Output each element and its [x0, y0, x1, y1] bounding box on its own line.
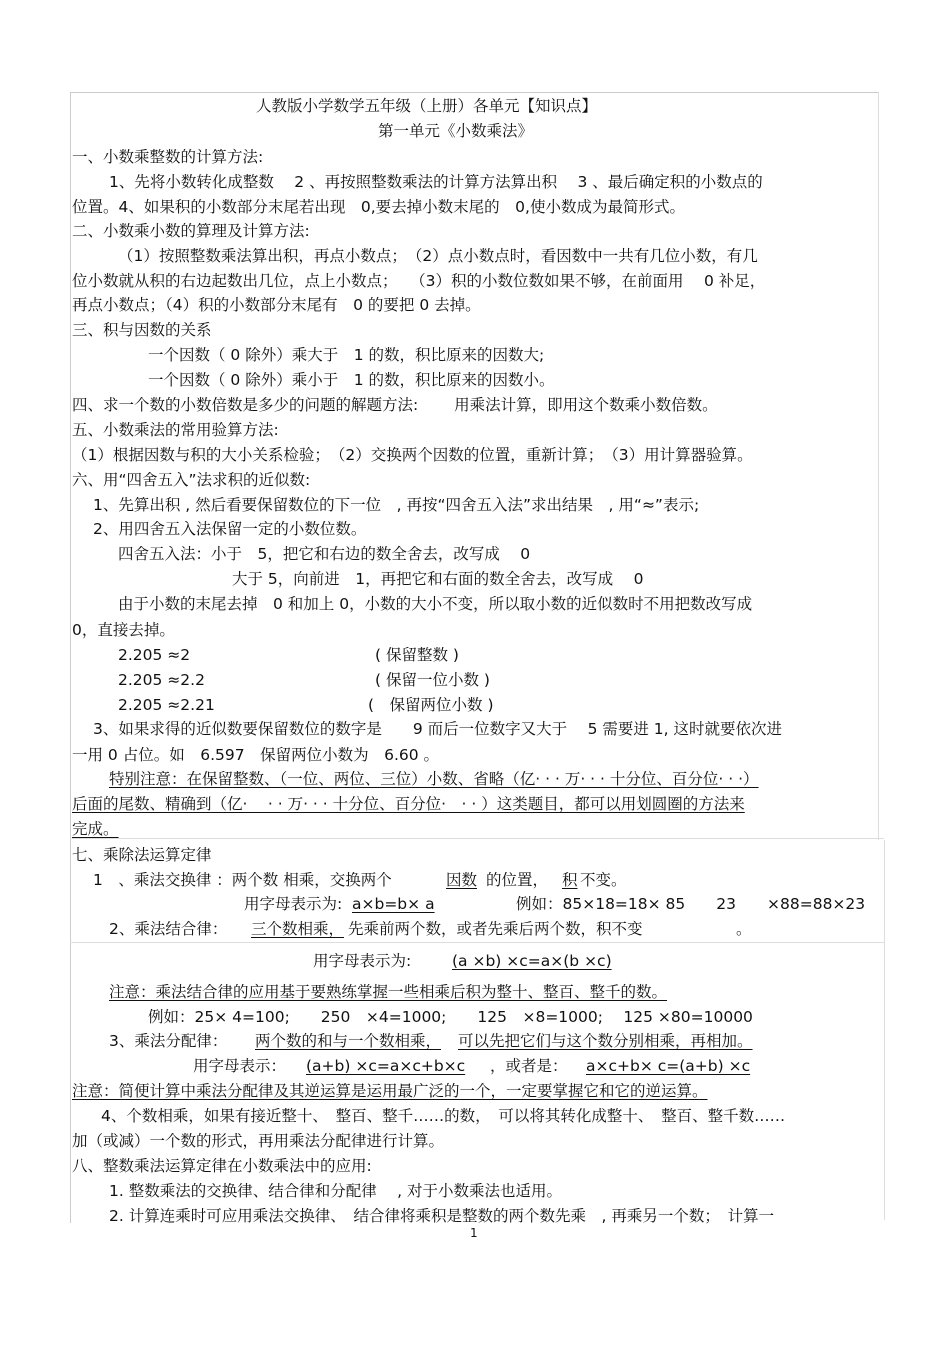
text-term-underlined: 三个数相乘，: [251, 920, 345, 938]
text-line: 一个因数（ 0 除外）乘大于 1 的数，积比原来的因数大;: [148, 346, 545, 364]
page-number: 1: [470, 1226, 478, 1240]
text-line: 的位置，: [486, 871, 549, 889]
section-divider: [70, 942, 884, 943]
example-value: 2.205 ≈2.2: [118, 671, 205, 689]
text-line: 用字母表示为:: [244, 895, 343, 913]
example-value: 2.205 ≈2: [118, 646, 191, 664]
text-line: 2. 计算连乘时可应用乘法交换律、 结合律将乘积是整数的两个数先乘 , 再乘另一个数； 计算一: [109, 1207, 775, 1225]
text-term-underlined: 两个数的和与一个数相乘，: [255, 1032, 442, 1050]
text-line: 五、小数乘法的常用验算方法:: [72, 421, 279, 439]
text-line: 2、乘法结合律：: [109, 920, 228, 938]
text-term-underlined: 可以先把它们与这个数分别相乘，再相加。: [458, 1032, 753, 1050]
text-line: （1）根据因数与积的大小关系检验； （2）交换两个因数的位置，重新计算； （3）用计算器验算。: [72, 446, 753, 464]
text-line: 一、小数乘整数的计算方法:: [72, 148, 264, 166]
text-line: 2、用四舍五入法保留一定的小数位数。: [93, 520, 367, 538]
text-line: 0，直接去掉。: [72, 621, 175, 639]
text-line-underlined: 注意：简便计算中乘法分配律及其逆运算是运用最广泛的一个，一定要掌握它和它的逆运算。: [72, 1082, 708, 1100]
formula-underlined: (a+b) ×c=a×c+b×c: [306, 1057, 466, 1075]
text-line: 位小数就从积的右边起数出几位，点上小数点； （3）积的小数位数如果不够，在前面用 0 补足，: [72, 272, 766, 290]
text-line: 1 、乘法交换律 ：两个数 相乘，交换两个: [93, 871, 392, 889]
text-line: 位置。4、如果积的小数部分末尾若出现 0,要去掉小数末尾的 0,使小数成为最简形式。: [72, 198, 685, 216]
text-line: 3、如果求得的近似数要保留数位的数字是 9 而后一位数字又大于 5 需要进 1, 这时就要依次进: [93, 720, 783, 738]
unit-title: 第一单元《小数乘法》: [378, 122, 534, 140]
text-line: 七、乘除法运算定律: [72, 846, 212, 864]
text-line: 4、个数相乘，如果有接近整十、 整百、整千……的数， 可以将其转化成整十、 整百、整千数……: [101, 1107, 786, 1125]
text-line: 例如：85×18=18× 85 23 ×88=88×23: [516, 895, 866, 913]
text-line: 四、求一个数的小数倍数是多少的问题的解题方法: 用乘法计算，即用这个数乘小数倍数。: [72, 396, 718, 414]
example-note: ( 保留整数 ): [375, 646, 459, 664]
text-line: 用字母表示：: [193, 1057, 287, 1075]
text-line: 二、小数乘小数的算理及计算方法:: [72, 222, 310, 240]
example-value: 2.205 ≈2.21: [118, 696, 215, 714]
text-line: 一用 0 占位。如 6.597 保留两位小数为 6.60 。: [72, 746, 440, 764]
formula-underlined: a×c+b× c=(a+b) ×c: [586, 1057, 751, 1075]
text-line: 由于小数的末尾去掉 0 和加上 0，小数的大小不变，所以取小数的近似数时不用把数改写成: [118, 595, 753, 613]
example-note: ( 保留两位小数 ): [368, 696, 494, 714]
text-line: （1）按照整数乘法算出积，再点小数点； （2）点小数点时，看因数中一共有几位小数，有几: [118, 247, 758, 265]
text-line: 1、先算出积 , 然后看要保留数位的下一位 , 再按“四舍五入法”求出结果 , 用“≈”表示;: [93, 496, 700, 514]
text-line: 再点小数点；（4）积的小数部分末尾有 0 的要把 0 去掉。: [72, 296, 481, 314]
text-line: 不变。: [580, 871, 627, 889]
text-term-underlined: 积: [562, 871, 578, 889]
text-line: ，或者是：: [490, 1057, 568, 1075]
example-note: ( 保留一位小数 ): [375, 671, 490, 689]
text-line: 1. 整数乘法的交换律、结合律和分配律 , 对于小数乘法也适用。: [109, 1182, 562, 1200]
text-line: 大于 5，向前进 1，再把它和右面的数全舍去，改写成 0: [232, 570, 644, 588]
text-line-underlined: 完成。: [72, 820, 119, 838]
text-line: 1、先将小数转化成整数 2 、再按照整数乘法的计算方法算出积 3 、最后确定积的小数点的: [109, 173, 763, 191]
text-line: 例如：25× 4=100; 250 ×4=1000; 125 ×8=1000; 125 ×80=10000: [148, 1008, 753, 1026]
text-line: 一个因数（ 0 除外）乘小于 1 的数，积比原来的因数小。: [148, 371, 555, 389]
text-line: 六、用“四舍五入”法求积的近似数:: [72, 471, 311, 489]
text-line: 3、乘法分配律：: [109, 1032, 228, 1050]
text-line: 四舍五入法：小于 5，把它和右边的数全舍去，改写成 0: [118, 545, 531, 563]
formula-underlined: (a ×b) ×c=a×(b ×c): [452, 952, 612, 970]
text-line: 三、积与因数的关系: [72, 321, 212, 339]
text-line: 先乘前两个数，或者先乘后两个数，积不变: [348, 920, 643, 938]
text-line: 用字母表示为:: [313, 952, 412, 970]
text-line: 八、整数乘法运算定律在小数乘法中的应用:: [72, 1157, 372, 1175]
text-line-underlined: 后面的尾数、精确到（亿· · · 万· · · 十分位、百分位· · · ）这类题目，都可以用划圆圈的方法来: [72, 795, 745, 813]
text-line: 加（或减）一个数的形式，再用乘法分配律进行计算。: [72, 1132, 445, 1150]
formula-underlined: a×b=b× a: [352, 895, 435, 913]
text-line-underlined: 特别注意：在保留整数、（一位、两位、三位）小数、省略（亿· · · 万· · · 十分位、百分位· · ·）: [109, 770, 759, 788]
text-line: 。: [736, 920, 752, 938]
document-title: 人教版小学数学五年级（上册）各单元【知识点】: [256, 97, 598, 115]
text-term-underlined: 因数: [446, 871, 478, 889]
page-border-right-lower: [884, 840, 885, 1220]
page-border-right: [878, 92, 879, 840]
text-line-underlined: 注意：乘法结合律的应用基于要熟练掌握一些相乘后积为整十、整百、整千的数。: [109, 983, 668, 1001]
section-divider: [70, 838, 884, 839]
